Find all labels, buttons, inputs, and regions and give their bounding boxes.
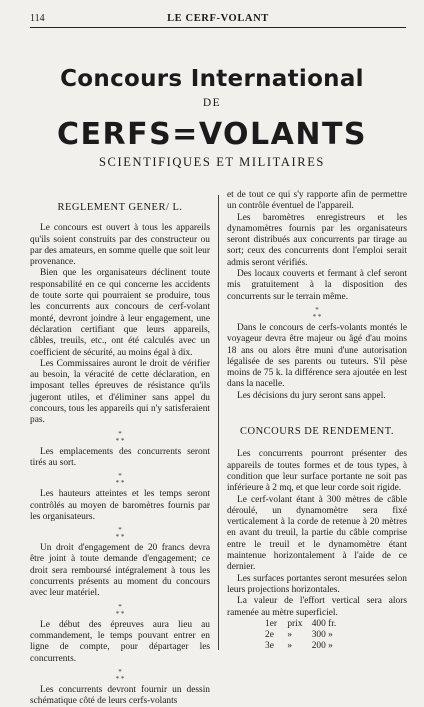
prize-rank: 3e [265, 641, 274, 652]
prize-label: » [287, 641, 293, 652]
prize-label: » [287, 630, 293, 641]
prize-row [227, 619, 407, 630]
asterism-separator: * * * [115, 667, 125, 683]
paragraph: La valeur de l'effort vertical sera alors ramenée au mètre superficiel. [227, 596, 407, 618]
running-title: LE CERF-VOLANT [167, 13, 269, 24]
paragraph: Les emplacements des concurrents seront tirés au sort. [30, 446, 210, 468]
asterism-separator: * * * [115, 526, 125, 542]
prize-amount: 200 » [311, 641, 333, 652]
article-title-line1: Concours International [60, 66, 364, 92]
prize-rank: 2e [265, 630, 274, 641]
right-column [227, 190, 407, 650]
asterism-separator: * * * [115, 429, 125, 445]
page-number: 114 [30, 13, 45, 24]
article-subtitle: SCIENTIFIQUES ET MILITAIRES [99, 155, 325, 169]
prize-amount: 400 fr. [311, 618, 337, 629]
article-title-line3: CERFS=VOLANTS [56, 117, 368, 152]
prize-row [227, 641, 407, 652]
paragraph: Les décisions du jury seront sans appel. [237, 390, 386, 401]
asterism-separator: * * * [312, 305, 322, 321]
paragraph: Les hauteurs atteintes et les temps seront contrôlés au moyen de baromètres fournis par les organisateurs. [30, 489, 210, 522]
paragraph: Bien que les organisateurs déclinent toute responsabilité en ce qui concerne les accidents de toute sorte qui pourraient se produire, tous les concurrents aux concours de cerf-volant monté, devront joindre à leur engagement, une déclaration certifiant que leurs appareils, câbles, treuils, etc., ont été calculés avec un coefficient de sécurité, au moins égal à dix. [30, 268, 210, 358]
prize-amount: 300 » [311, 630, 333, 641]
paragraph: Le début des épreuves aura lieu au commandement, le temps pouvant entrer en ligne de compte, pour départager les concurrents. [30, 619, 210, 664]
paragraph: Les Commissaires auront le droit de vérifier au besoin, la véracité de cette déclaration, en imposant telles épreuves de résistance qu'ils jugeront utiles, et d'éliminer sans appel du concours, tous les appareils qui n'y satisferaient pas. [30, 358, 210, 426]
paragraph: Des locaux couverts et fermant à clef seront mis gratuitement à la disposition des concurrents sur le terrain même. [227, 269, 407, 302]
section-heading-reglement: REGLEMENT GENER/ L. [57, 202, 183, 213]
column-divider [218, 195, 219, 650]
prize-label: prix [287, 618, 303, 629]
paragraph: Un droit d'engagement de 20 francs devra être joint à toute demande d'engagement; ce droit sera remboursé intégralement à tous les concurrents présents au moment du concours avec leur matériel. [30, 543, 210, 599]
paragraph: Les surfaces portantes seront mesurées selon leurs projections horizontales. [227, 573, 407, 595]
section-heading-rendement: CONCOURS DE RENDEMENT. [239, 426, 395, 438]
paragraph: Les concurrents pourront présenter des appareils de toutes formes et de tous types, à condition que leur surface portante ne soit pas inférieure à 2 mq, et que leur corde soit rigide. [227, 449, 407, 494]
asterism-separator: * * * [115, 602, 125, 618]
paragraph: Les baromètres enregistreurs et les dynamomètres fournis par les organisateurs seront distribués aux concurrents par tirage au sort; ceux des concurrents dont l'emploi serait admis seront vérifiés. [227, 212, 407, 268]
paragraph: et de tout ce qui s'y rapporte afin de permettre un contrôle éventuel de l'appareil. [227, 190, 407, 212]
paragraph: Dans le concours de cerfs-volants montés le voyageur devra être majeur ou âgé d'au moins 18 ans ou alors être muni d'une autorisation légalisée de ses parents ou tuteurs. S'il pèse moins de 75 k. la différence sera ajoutée en lest dans la nacelle. [227, 322, 407, 390]
paragraph: Les concurrents devront fournir un dessin schématique côté de leurs cerfs-volants [30, 684, 210, 707]
prize-rank: 1er [265, 618, 277, 629]
article-title-line2: DE [202, 97, 222, 109]
asterism-separator: * * * [115, 472, 125, 488]
paragraph: Le concours est ouvert à tous les appareils qu'ils soient construits par des constructeur ou par des amateurs, en somme quelle que soit leur provenance. [30, 223, 210, 268]
left-column [30, 190, 210, 707]
prize-row [227, 630, 407, 641]
paragraph: Le cerf-volant étant à 300 mètres de câble déroulé, un dynamomètre sera fixé verticalement à la corde de retenue à 20 mètres en avant du treuil, la partie du câble comprise entre le treuil et le dynamomètre étant maintenue horizontalement à l'aide de ce dernier. [227, 494, 407, 573]
header-rule [30, 27, 406, 28]
page-header [30, 13, 406, 27]
